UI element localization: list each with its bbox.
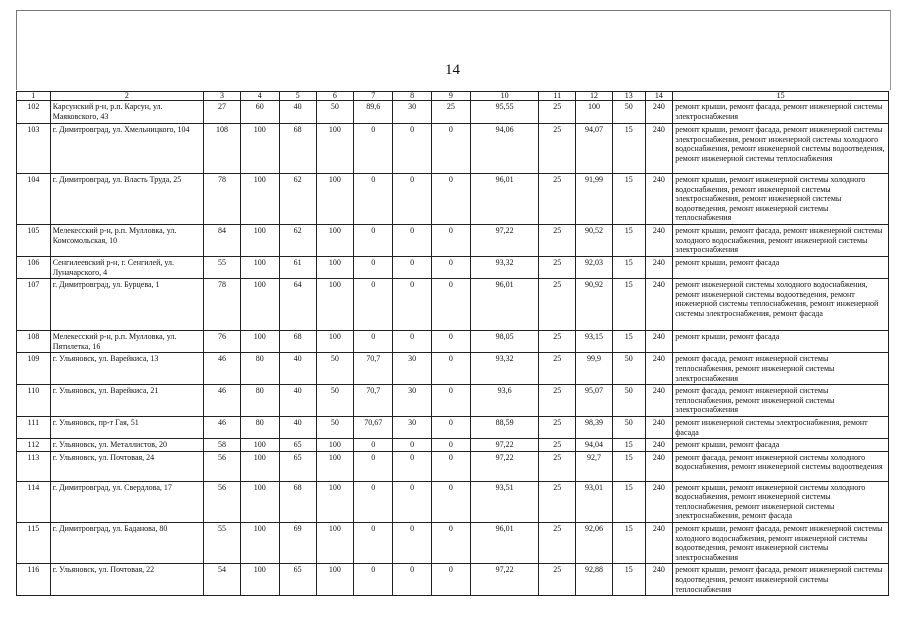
works-cell: ремонт крыши, ремонт фасада, ремонт инженерной системы электроснабжения, ремонт инженерной системы холодного водоснабжения, ремонт инженерной системы водоотведения, ремонт инженерной системы теплоснабжения xyxy=(673,124,889,174)
value-cell: 60 xyxy=(240,101,279,124)
value-cell: 25 xyxy=(539,451,576,481)
value-cell: 240 xyxy=(645,224,673,256)
value-cell: 100 xyxy=(240,451,279,481)
value-cell: 240 xyxy=(645,256,673,278)
value-cell: 25 xyxy=(539,523,576,564)
value-cell: 240 xyxy=(645,174,673,225)
value-cell: 94,07 xyxy=(576,124,613,174)
value-cell: 0 xyxy=(432,353,471,385)
value-cell: 0 xyxy=(354,331,393,353)
value-cell: 94,04 xyxy=(576,439,613,452)
works-cell: ремонт фасада, ремонт инженерной системы холодного водоснабжения, ремонт инженерной системы водоотведения xyxy=(673,451,889,481)
value-cell: 100 xyxy=(240,124,279,174)
value-cell: 100 xyxy=(316,331,354,353)
value-cell: 64 xyxy=(279,279,316,331)
value-cell: 0 xyxy=(393,451,432,481)
value-cell: 100 xyxy=(240,523,279,564)
value-cell: 15 xyxy=(612,481,645,522)
value-cell: 100 xyxy=(240,331,279,353)
value-cell: 80 xyxy=(240,385,279,417)
value-cell: 0 xyxy=(432,416,471,438)
value-cell: 240 xyxy=(645,523,673,564)
value-cell: 100 xyxy=(576,101,613,124)
value-cell: 65 xyxy=(279,439,316,452)
value-cell: 240 xyxy=(645,439,673,452)
value-cell: 30 xyxy=(393,101,432,124)
page-number: 14 xyxy=(445,62,460,78)
table-row xyxy=(17,174,889,225)
value-cell: 30 xyxy=(393,353,432,385)
value-cell: 100 xyxy=(316,279,354,331)
value-cell: 15 xyxy=(612,564,645,596)
value-cell: 25 xyxy=(539,101,576,124)
table-row xyxy=(17,416,889,438)
value-cell: 0 xyxy=(354,124,393,174)
value-cell: 0 xyxy=(393,224,432,256)
value-cell: 78 xyxy=(204,174,241,225)
value-cell: 62 xyxy=(279,224,316,256)
value-cell: 100 xyxy=(240,481,279,522)
value-cell: 110 xyxy=(17,385,51,417)
table-row xyxy=(17,481,889,522)
value-cell: 50 xyxy=(316,416,354,438)
value-cell: 78 xyxy=(204,279,241,331)
value-cell: 0 xyxy=(393,279,432,331)
value-cell: 54 xyxy=(204,564,241,596)
works-cell: ремонт инженерной системы холодного водоснабжения, ремонт инженерной системы водоотведения, ремонт инженерной системы теплоснабжения, ремонт инженерной системы электроснабжения, ремонт фасада xyxy=(673,279,889,331)
address-cell: г. Ульяновск, ул. Варейкиса, 13 xyxy=(50,353,203,385)
value-cell: 100 xyxy=(316,256,354,278)
works-cell: ремонт фасада, ремонт инженерной системы теплоснабжения, ремонт инженерной системы электроснабжения xyxy=(673,353,889,385)
value-cell: 108 xyxy=(204,124,241,174)
value-cell: 0 xyxy=(432,481,471,522)
value-cell: 25 xyxy=(539,481,576,522)
value-cell: 0 xyxy=(432,174,471,225)
header-cell: 10 xyxy=(470,92,538,101)
value-cell: 240 xyxy=(645,331,673,353)
value-cell: 46 xyxy=(204,353,241,385)
value-cell: 0 xyxy=(354,224,393,256)
value-cell: 92,03 xyxy=(576,256,613,278)
works-cell: ремонт инженерной системы электроснабжения, ремонт фасада xyxy=(673,416,889,438)
value-cell: 30 xyxy=(393,385,432,417)
value-cell: 15 xyxy=(612,174,645,225)
value-cell: 240 xyxy=(645,101,673,124)
value-cell: 69 xyxy=(279,523,316,564)
value-cell: 0 xyxy=(354,174,393,225)
value-cell: 25 xyxy=(432,101,471,124)
value-cell: 70,7 xyxy=(354,353,393,385)
address-cell: г. Ульяновск, ул. Почтовая, 24 xyxy=(50,451,203,481)
value-cell: 106 xyxy=(17,256,51,278)
header-cell: 13 xyxy=(612,92,645,101)
table-row xyxy=(17,101,889,124)
header-cell: 6 xyxy=(316,92,354,101)
table-row xyxy=(17,279,889,331)
value-cell: 65 xyxy=(279,451,316,481)
value-cell: 0 xyxy=(432,256,471,278)
value-cell: 15 xyxy=(612,124,645,174)
address-cell: г. Димитровград, ул. Власть Труда, 25 xyxy=(50,174,203,225)
works-cell: ремонт крыши, ремонт инженерной системы холодного водоснабжения, ремонт инженерной системы теплоснабжения, ремонт инженерной системы электроснабжения, ремонт фасада xyxy=(673,481,889,522)
value-cell: 27 xyxy=(204,101,241,124)
header-cell: 4 xyxy=(240,92,279,101)
value-cell: 93,51 xyxy=(470,481,538,522)
works-cell: ремонт крыши, ремонт фасада, ремонт инженерной системы электроснабжения xyxy=(673,101,889,124)
value-cell: 0 xyxy=(432,385,471,417)
value-cell: 97,22 xyxy=(470,451,538,481)
value-cell: 93,6 xyxy=(470,385,538,417)
value-cell: 68 xyxy=(279,331,316,353)
value-cell: 40 xyxy=(279,385,316,417)
value-cell: 107 xyxy=(17,279,51,331)
value-cell: 62 xyxy=(279,174,316,225)
value-cell: 100 xyxy=(316,124,354,174)
value-cell: 70,7 xyxy=(354,385,393,417)
value-cell: 25 xyxy=(539,416,576,438)
header-cell: 3 xyxy=(204,92,241,101)
value-cell: 76 xyxy=(204,331,241,353)
value-cell: 0 xyxy=(393,523,432,564)
value-cell: 93,32 xyxy=(470,256,538,278)
value-cell: 100 xyxy=(316,451,354,481)
address-cell: Мелекесский р-н, р.п. Мулловка, ул. Комсомольская, 10 xyxy=(50,224,203,256)
value-cell: 15 xyxy=(612,256,645,278)
header-cell: 11 xyxy=(539,92,576,101)
value-cell: 0 xyxy=(354,451,393,481)
value-cell: 15 xyxy=(612,279,645,331)
table-row xyxy=(17,224,889,256)
value-cell: 100 xyxy=(240,564,279,596)
value-cell: 93,01 xyxy=(576,481,613,522)
value-cell: 0 xyxy=(393,124,432,174)
header-cell: 14 xyxy=(645,92,673,101)
value-cell: 92,88 xyxy=(576,564,613,596)
frame-top-line xyxy=(16,10,891,11)
value-cell: 114 xyxy=(17,481,51,522)
value-cell: 90,92 xyxy=(576,279,613,331)
value-cell: 0 xyxy=(432,331,471,353)
value-cell: 109 xyxy=(17,353,51,385)
value-cell: 95,55 xyxy=(470,101,538,124)
value-cell: 46 xyxy=(204,416,241,438)
value-cell: 25 xyxy=(539,353,576,385)
value-cell: 50 xyxy=(316,385,354,417)
value-cell: 0 xyxy=(432,564,471,596)
value-cell: 15 xyxy=(612,224,645,256)
value-cell: 0 xyxy=(393,564,432,596)
value-cell: 105 xyxy=(17,224,51,256)
table-row xyxy=(17,564,889,596)
value-cell: 68 xyxy=(279,124,316,174)
value-cell: 240 xyxy=(645,451,673,481)
value-cell: 15 xyxy=(612,439,645,452)
value-cell: 55 xyxy=(204,256,241,278)
value-cell: 15 xyxy=(612,523,645,564)
value-cell: 100 xyxy=(240,174,279,225)
value-cell: 0 xyxy=(354,279,393,331)
value-cell: 0 xyxy=(393,174,432,225)
table-row xyxy=(17,124,889,174)
value-cell: 100 xyxy=(240,439,279,452)
header-cell: 15 xyxy=(673,92,889,101)
table-row xyxy=(17,331,889,353)
table-row xyxy=(17,523,889,564)
value-cell: 70,67 xyxy=(354,416,393,438)
value-cell: 97,22 xyxy=(470,224,538,256)
value-cell: 40 xyxy=(279,416,316,438)
table-row xyxy=(17,353,889,385)
value-cell: 97,22 xyxy=(470,439,538,452)
value-cell: 112 xyxy=(17,439,51,452)
value-cell: 0 xyxy=(393,439,432,452)
value-cell: 0 xyxy=(354,256,393,278)
value-cell: 30 xyxy=(393,416,432,438)
value-cell: 96,01 xyxy=(470,174,538,225)
value-cell: 100 xyxy=(316,174,354,225)
header-cell: 7 xyxy=(354,92,393,101)
value-cell: 25 xyxy=(539,439,576,452)
value-cell: 0 xyxy=(432,439,471,452)
value-cell: 0 xyxy=(393,256,432,278)
works-cell: ремонт фасада, ремонт инженерной системы теплоснабжения, ремонт инженерной системы электроснабжения xyxy=(673,385,889,417)
value-cell: 90,52 xyxy=(576,224,613,256)
value-cell: 111 xyxy=(17,416,51,438)
table-row xyxy=(17,385,889,417)
value-cell: 0 xyxy=(393,481,432,522)
value-cell: 15 xyxy=(612,331,645,353)
value-cell: 0 xyxy=(354,439,393,452)
value-cell: 15 xyxy=(612,451,645,481)
header-cell: 12 xyxy=(576,92,613,101)
value-cell: 97,22 xyxy=(470,564,538,596)
value-cell: 56 xyxy=(204,451,241,481)
value-cell: 50 xyxy=(612,385,645,417)
value-cell: 100 xyxy=(316,564,354,596)
value-cell: 89,6 xyxy=(354,101,393,124)
value-cell: 104 xyxy=(17,174,51,225)
header-row xyxy=(17,92,889,101)
value-cell: 40 xyxy=(279,353,316,385)
works-cell: ремонт крыши, ремонт фасада xyxy=(673,256,889,278)
value-cell: 50 xyxy=(316,101,354,124)
value-cell: 100 xyxy=(240,224,279,256)
value-cell: 0 xyxy=(432,523,471,564)
value-cell: 0 xyxy=(354,564,393,596)
address-cell: г. Димитровград, ул. Баданова, 80 xyxy=(50,523,203,564)
value-cell: 92,06 xyxy=(576,523,613,564)
table-row xyxy=(17,451,889,481)
value-cell: 0 xyxy=(432,279,471,331)
header-cell: 2 xyxy=(50,92,203,101)
header-cell: 1 xyxy=(17,92,51,101)
address-cell: г. Димитровград, ул. Хмельницкого, 104 xyxy=(50,124,203,174)
value-cell: 93,15 xyxy=(576,331,613,353)
value-cell: 80 xyxy=(240,416,279,438)
value-cell: 116 xyxy=(17,564,51,596)
value-cell: 65 xyxy=(279,564,316,596)
value-cell: 100 xyxy=(316,439,354,452)
repair-table xyxy=(16,91,889,596)
works-cell: ремонт крыши, ремонт фасада, ремонт инженерной системы холодного водоснабжения, ремонт инженерной системы электроснабжения xyxy=(673,224,889,256)
address-cell: г. Ульяновск, ул. Металлистов, 20 xyxy=(50,439,203,452)
address-cell: г. Ульяновск, ул. Варейкиса, 21 xyxy=(50,385,203,417)
value-cell: 61 xyxy=(279,256,316,278)
address-cell: Сенгилеевский р-н, г. Сенгилей, ул. Луначарского, 4 xyxy=(50,256,203,278)
value-cell: 25 xyxy=(539,124,576,174)
value-cell: 240 xyxy=(645,353,673,385)
value-cell: 99,9 xyxy=(576,353,613,385)
value-cell: 0 xyxy=(393,331,432,353)
value-cell: 50 xyxy=(612,416,645,438)
value-cell: 240 xyxy=(645,124,673,174)
value-cell: 40 xyxy=(279,101,316,124)
value-cell: 98,05 xyxy=(470,331,538,353)
value-cell: 25 xyxy=(539,331,576,353)
value-cell: 96,01 xyxy=(470,279,538,331)
value-cell: 50 xyxy=(316,353,354,385)
works-cell: ремонт крыши, ремонт фасада xyxy=(673,439,889,452)
value-cell: 25 xyxy=(539,174,576,225)
value-cell: 93,32 xyxy=(470,353,538,385)
value-cell: 58 xyxy=(204,439,241,452)
value-cell: 100 xyxy=(316,523,354,564)
value-cell: 100 xyxy=(240,256,279,278)
address-cell: Мелекесский р-н, р.п. Мулловка, ул. Пятилетка, 16 xyxy=(50,331,203,353)
works-cell: ремонт крыши, ремонт фасада xyxy=(673,331,889,353)
value-cell: 68 xyxy=(279,481,316,522)
value-cell: 25 xyxy=(539,224,576,256)
value-cell: 94,06 xyxy=(470,124,538,174)
value-cell: 0 xyxy=(354,523,393,564)
table-body xyxy=(17,101,889,596)
value-cell: 50 xyxy=(612,101,645,124)
address-cell: г. Ульяновск, пр-т Гая, 51 xyxy=(50,416,203,438)
value-cell: 240 xyxy=(645,279,673,331)
works-cell: ремонт крыши, ремонт инженерной системы холодного водоснабжения, ремонт инженерной системы электроснабжения, ремонт инженерной системы водоотведения, ремонт инженерной системы теплоснабжения xyxy=(673,174,889,225)
address-cell: г. Ульяновск, ул. Почтовая, 22 xyxy=(50,564,203,596)
value-cell: 88,59 xyxy=(470,416,538,438)
value-cell: 0 xyxy=(432,451,471,481)
value-cell: 50 xyxy=(612,353,645,385)
table-row xyxy=(17,256,889,278)
value-cell: 46 xyxy=(204,385,241,417)
value-cell: 100 xyxy=(316,481,354,522)
value-cell: 25 xyxy=(539,385,576,417)
address-cell: г. Димитровград, ул. Свердлова, 17 xyxy=(50,481,203,522)
value-cell: 80 xyxy=(240,353,279,385)
value-cell: 240 xyxy=(645,416,673,438)
address-cell: г. Димитровград, ул. Бурцева, 1 xyxy=(50,279,203,331)
value-cell: 96,01 xyxy=(470,523,538,564)
value-cell: 25 xyxy=(539,256,576,278)
value-cell: 92,7 xyxy=(576,451,613,481)
table-row xyxy=(17,439,889,452)
header-cell: 8 xyxy=(393,92,432,101)
value-cell: 102 xyxy=(17,101,51,124)
value-cell: 100 xyxy=(316,224,354,256)
works-cell: ремонт крыши, ремонт фасада, ремонт инженерной системы холодного водоснабжения, ремонт инженерной системы водоотведения, ремонт инженерной системы электроснабжения xyxy=(673,523,889,564)
value-cell: 91,99 xyxy=(576,174,613,225)
value-cell: 95,07 xyxy=(576,385,613,417)
value-cell: 100 xyxy=(240,279,279,331)
value-cell: 0 xyxy=(432,224,471,256)
value-cell: 84 xyxy=(204,224,241,256)
value-cell: 115 xyxy=(17,523,51,564)
value-cell: 0 xyxy=(354,481,393,522)
value-cell: 25 xyxy=(539,279,576,331)
value-cell: 98,39 xyxy=(576,416,613,438)
header-cell: 5 xyxy=(279,92,316,101)
works-cell: ремонт крыши, ремонт фасада, ремонт инженерной системы водоотведения, ремонт инженерной системы теплоснабжения xyxy=(673,564,889,596)
address-cell: Карсунский р-н, р.п. Карсун, ул. Маяковского, 43 xyxy=(50,101,203,124)
value-cell: 108 xyxy=(17,331,51,353)
value-cell: 103 xyxy=(17,124,51,174)
value-cell: 56 xyxy=(204,481,241,522)
value-cell: 240 xyxy=(645,481,673,522)
value-cell: 25 xyxy=(539,564,576,596)
value-cell: 55 xyxy=(204,523,241,564)
value-cell: 113 xyxy=(17,451,51,481)
value-cell: 240 xyxy=(645,564,673,596)
header-cell: 9 xyxy=(432,92,471,101)
value-cell: 0 xyxy=(432,124,471,174)
value-cell: 240 xyxy=(645,385,673,417)
